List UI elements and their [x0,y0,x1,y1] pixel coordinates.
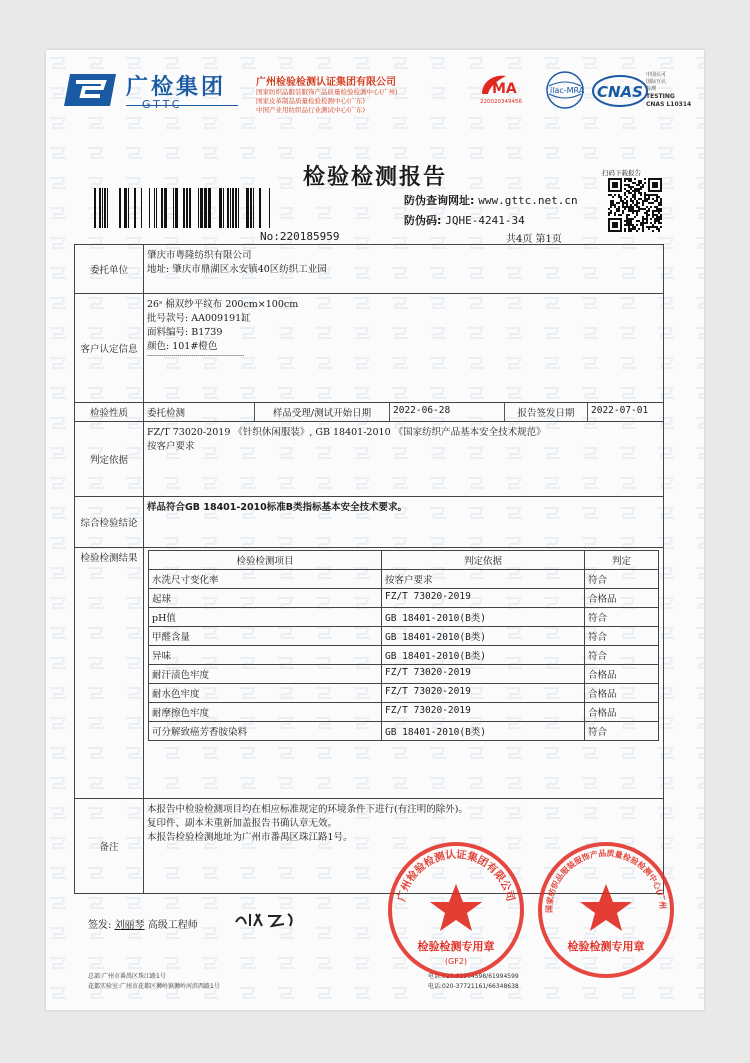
brand-name: 广检集团 [126,75,227,100]
result-verdict: 符合 [585,627,659,646]
org-main: 广州检验检测认证集团有限公司 [256,77,396,88]
page-count: 共4页 第1页 [506,234,562,245]
result-verdict: 合格品 [585,589,659,608]
svg-text:(GF2): (GF2) [444,957,468,966]
svg-text:广州检验检测认证集团有限公司: 广州检验检测认证集团有限公司 [395,848,517,903]
result-row-empty [149,760,659,779]
official-seal-left [386,838,526,988]
signer-title: 高级工程师 [147,920,198,931]
result-verdict: 符合 [585,570,659,589]
fabric-number: 面料编号: B1739 [147,327,223,338]
org-sub-1: 国家纺织品服装服饰产品质量检验检测中心(广州) [256,88,398,96]
result-item: 耐汗渍色牢度 [149,665,382,684]
basis-standards: FZ/T 73020-2019 《针织休闲服装》, GB 18401-2010 《国家纺织产品基本安全技术规范》 [147,427,546,438]
signature-line [88,916,198,931]
nature-label: 检验性质 [75,403,144,422]
result-basis: 按客户要求 [382,570,585,589]
result-basis: FZ/T 73020-2019 [382,703,585,722]
nature-value: 委托检测 [144,403,255,421]
result-basis: GB 18401-2010(B类) [382,608,585,627]
result-item: 水洗尺寸变化率 [149,570,382,589]
results-header-item: 检验检测项目 [149,551,382,570]
remark-1: 本报告中检验检测项目均在相应标准规定的环境条件下进行(有注明的除外)。 [147,804,468,815]
result-row [149,589,659,608]
result-basis: FZ/T 73020-2019 [382,589,585,608]
remark-3: 本报告检验检测地址为广州市番禺区珠江路1号。 [147,832,353,843]
customer-info-row [75,294,664,403]
cnas-logo-icon [591,74,649,108]
svg-text:检验检测专用章: 检验检测专用章 [567,940,645,953]
batch-number: 批号款号: AA009191缸 [147,313,251,324]
official-seal-right [536,838,676,988]
basis-label: 判定依据 [75,422,144,497]
anti-fake-code: JQHE-4241-34 [445,214,525,227]
client-address: 地址: 肇庆市鼎湖区永安镇40区纺织工业园 [147,264,327,275]
result-basis: GB 18401-2010(B类) [382,722,585,741]
result-row [149,665,659,684]
verify-url-line: 防伪查询网址: www.gttc.net.cn [404,194,578,207]
sample-spec: 26ˢ 棉双纱平纹布 200cm×100cm [147,299,299,310]
footer-hq: 总部:广州市番禺区珠江路1号 [88,973,166,980]
client-row [75,245,664,294]
org-block [256,73,398,115]
result-row-empty [149,779,659,798]
cnas-accreditation-text: 中国认可 国际互认 检测 TESTING CNAS L10314 [646,72,692,108]
gttc-logo-icon [64,70,120,110]
handwritten-signature [232,908,302,930]
results-header-basis: 判定依据 [382,551,585,570]
cma-number: 220020349456 [480,99,522,105]
result-row [149,627,659,646]
result-basis: GB 18401-2010(B类) [382,627,585,646]
conclusion-text: 样品符合GB 18401-2010标准B类指标基本安全技术要求。 [144,497,664,548]
nature-row [75,403,664,422]
result-row [149,703,659,722]
result-verdict: 符合 [585,608,659,627]
report-barcode [94,188,270,228]
customer-info-label: 客户认定信息 [75,294,144,403]
sample-date-label: 样品受理/测试开始日期 [255,403,390,421]
results-label: 检验检测结果 [75,548,144,799]
report-title: 检验检测报告 [302,165,447,190]
result-item: 耐水色牢度 [149,684,382,703]
report-page [46,50,704,1010]
basis-customer: 按客户要求 [147,441,195,452]
org-sub-3: 中国产业用纺织品行业测试中心(广东) [256,106,366,114]
remarks-label: 备注 [75,799,144,894]
results-table [148,550,659,798]
result-row [149,684,659,703]
color: 颜色: 101#橙色 [147,341,218,352]
signature-label: 签发: [88,920,112,931]
issue-date-label: 报告签发日期 [505,403,588,421]
result-verdict: 合格品 [585,684,659,703]
svg-text:检验检测专用章: 检验检测专用章 [417,940,495,953]
footer-tel-1: 电话:020-61994598/61994599 [428,973,519,980]
conclusion-label: 综合检验结论 [75,497,144,548]
result-verdict: 合格品 [585,703,659,722]
qr-caption: 扫码下载报告 [602,169,641,177]
basis-row [75,422,664,497]
result-item: 甲醛含量 [149,627,382,646]
result-basis: FZ/T 73020-2019 [382,665,585,684]
result-item: 起球 [149,589,382,608]
client-name: 肇庆市粤隆纺织有限公司 [147,250,252,261]
result-verdict: 合格品 [585,665,659,684]
ilac-mra-logo-icon [542,70,588,110]
remark-2: 复印件、副本未重新加盖报告书确认章无效。 [147,818,338,829]
anti-fake-code-line: 防伪码: JQHE-4241-34 [404,214,525,227]
issue-date: 2022-07-01 [591,405,649,416]
result-basis: GB 18401-2010(B类) [382,646,585,665]
footer-branch: 花都实验室:广州市花都区狮岭镇狮岭河滨西路1号 [88,983,220,990]
footer-tel-2: 电话:020-37721161/66348638 [428,983,519,990]
result-row-empty [149,741,659,760]
client-label: 委托单位 [75,245,144,294]
report-table [74,244,664,894]
sample-date: 2022-06-28 [390,403,505,421]
result-item: pH值 [149,608,382,627]
result-item: 可分解致癌芳香胺染料 [149,722,382,741]
result-verdict: 符合 [585,722,659,741]
conclusion-row [75,497,664,548]
results-header-verdict: 判定 [585,551,659,570]
org-sub-2: 国家皮革制品质量检验检测中心(广东) [256,97,366,105]
result-item: 异味 [149,646,382,665]
svg-text:CNAS: CNAS [597,83,643,101]
qr-code [608,178,662,232]
signer-name: 刘丽琴 [114,920,145,931]
cma-logo-icon [476,70,532,106]
result-row [149,646,659,665]
footer-addresses [88,972,220,992]
verify-url: www.gttc.net.cn [478,194,578,207]
report-number: No:220185959 [260,230,340,243]
info-separator: ------------------------------------------------ [147,352,245,359]
result-row [149,608,659,627]
result-basis: FZ/T 73020-2019 [382,684,585,703]
svg-text:国家纺织品服装服饰产品质量检验检测中心(广州): 国家纺织品服装服饰产品质量检验检测中心(广州 [544,848,668,914]
result-row [149,570,659,589]
svg-text:ilac-MRA: ilac-MRA [550,86,585,95]
result-item: 耐摩擦色牢度 [149,703,382,722]
result-row [149,722,659,741]
brand-abbr: GTTC [142,98,183,111]
results-row [75,548,664,799]
svg-text:MA: MA [492,81,517,97]
result-verdict: 符合 [585,646,659,665]
